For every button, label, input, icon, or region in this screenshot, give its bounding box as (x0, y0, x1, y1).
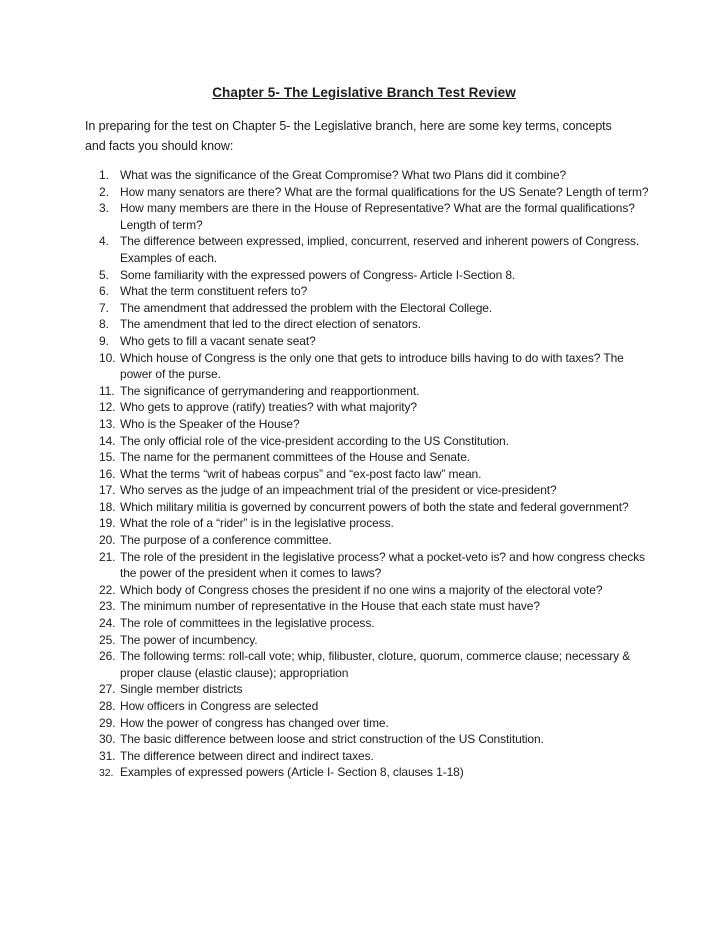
item-number: 10. (99, 350, 116, 365)
item-number: 14. (99, 433, 116, 448)
list-item (85, 764, 643, 782)
list-item (85, 466, 643, 483)
item-number: 27. (99, 682, 116, 697)
item-text: Who gets to fill a vacant senate seat? (120, 333, 316, 348)
item-number: 7. (99, 300, 109, 315)
item-text: What was the significance of the Great Compromise? What two Plans did it combine? (120, 168, 567, 182)
item-number: 25. (99, 632, 116, 647)
list-item (85, 283, 643, 300)
item-number: 18. (99, 499, 116, 514)
item-text: How many senators are there? What are the formal qualifications for the US Senate? Length of term? (120, 184, 649, 199)
item-text: Which house of Congress is the only one that gets to introduce bills having to do with taxes? The power of the purse. (120, 350, 624, 382)
item-number: 22. (99, 582, 116, 597)
item-number: 6. (99, 284, 109, 299)
list-item (85, 233, 643, 266)
list-item (85, 731, 643, 748)
item-number: 26. (99, 649, 116, 664)
list-item (85, 399, 643, 416)
list-item (85, 267, 643, 284)
item-text: Examples of expressed powers (Article I- Section 8, clauses 1-18) (120, 765, 464, 780)
list-item (85, 515, 643, 532)
item-text: The only official role of the vice-president according to the US Constitution. (120, 433, 509, 448)
item-number: 20. (99, 533, 116, 548)
item-text: Who gets to approve (ratify) treaties? with what majority? (120, 400, 417, 415)
item-text: Which body of Congress choses the president if no one wins a majority of the electoral vote? (120, 582, 603, 597)
item-text: The name for the permanent committees of the House and Senate. (120, 450, 471, 465)
list-item (85, 316, 643, 333)
item-number: 31. (99, 748, 116, 763)
item-number: 1. (99, 168, 109, 182)
item-number: 30. (99, 732, 116, 747)
list-item (85, 350, 643, 383)
item-number: 11. (99, 383, 115, 398)
intro-paragraph: In preparing for the test on Chapter 5- the Legislative branch, here are some key terms, concepts and facts you should know: (85, 119, 612, 153)
item-text: How many members are there in the House of Representative? What are the formal qualifications? Length of term? (120, 201, 635, 232)
item-text: The significance of gerrymandering and reapportionment. (120, 383, 420, 398)
list-item (85, 532, 643, 549)
item-text: How officers in Congress are selected (120, 699, 319, 713)
item-number: 32. (99, 767, 114, 780)
item-number: 12. (99, 400, 116, 415)
list-item (85, 167, 643, 184)
list-item (85, 333, 643, 350)
item-text: The role of the president in the legislative process? what a pocket-veto is? and how congress checks the power of the president when it comes to laws? (120, 549, 645, 581)
list-item (85, 300, 643, 317)
item-text: The basic difference between loose and strict construction of the US Constitution. (120, 732, 544, 747)
list-item (85, 715, 643, 732)
list-item (85, 549, 643, 582)
item-number: 17. (99, 483, 116, 498)
item-text: The following terms: roll-call vote; whip, filibuster, cloture, quorum, commerce clause; necessary & proper clause (elastic clause); appropriation (120, 649, 631, 680)
item-text: The amendment that led to the direct election of senators. (120, 317, 422, 332)
review-items-list (85, 167, 649, 782)
list-item (85, 698, 643, 715)
item-text: Single member districts (120, 682, 243, 697)
list-item (85, 449, 643, 466)
item-number: 15. (99, 450, 116, 465)
item-text: Who is the Speaker of the House? (120, 416, 300, 431)
item-number: 3. (99, 201, 109, 216)
item-text: The difference between expressed, implied, concurrent, reserved and inherent powers of Congress. Examples of each. (120, 234, 640, 265)
item-number: 19. (99, 516, 116, 531)
item-number: 13. (99, 416, 116, 431)
list-item (85, 615, 643, 632)
item-number: 5. (99, 267, 109, 282)
item-number: 23. (99, 599, 116, 614)
list-item (85, 433, 643, 450)
item-text: What the terms “writ of habeas corpus” and “ex-post facto law” mean. (120, 466, 482, 481)
item-number: 29. (99, 715, 116, 730)
item-number: 4. (99, 234, 109, 249)
list-item (85, 499, 643, 516)
list-item (85, 200, 643, 233)
list-item (85, 416, 643, 433)
item-number: 24. (99, 616, 116, 631)
list-item (85, 582, 643, 599)
item-number: 16. (99, 466, 116, 481)
list-item (85, 184, 649, 201)
list-item (85, 482, 643, 499)
item-number: 2. (99, 184, 109, 199)
item-number: 8. (99, 317, 109, 332)
list-item (85, 383, 643, 400)
item-text: The amendment that addressed the problem with the Electoral College. (120, 300, 493, 315)
item-text: The role of committees in the legislative process. (120, 616, 375, 631)
item-text: The purpose of a conference committee. (120, 533, 332, 548)
list-item (85, 632, 643, 649)
item-text: What the role of a “rider” is in the legislative process. (120, 516, 394, 531)
item-number: 28. (99, 699, 116, 713)
item-text: Who serves as the judge of an impeachment trial of the president or vice-president? (120, 483, 557, 498)
item-number: 9. (99, 333, 109, 348)
item-number: 21. (99, 549, 116, 564)
item-text: The difference between direct and indirect taxes. (120, 748, 374, 763)
item-text: How the power of congress has changed over time. (120, 715, 389, 730)
list-item (85, 748, 643, 765)
item-text: The minimum number of representative in the House that each state must have? (120, 599, 540, 614)
item-text: The power of incumbency. (120, 632, 258, 647)
item-text: Some familiarity with the expressed powers of Congress- Article I-Section 8. (120, 267, 516, 282)
page-title: Chapter 5- The Legislative Branch Test Review (212, 85, 516, 100)
list-item (85, 598, 643, 615)
item-text: What the term constituent refers to? (120, 284, 308, 299)
list-item (85, 681, 643, 698)
item-text: Which military militia is governed by concurrent powers of both the state and federal government? (120, 499, 629, 514)
list-item (85, 648, 643, 681)
